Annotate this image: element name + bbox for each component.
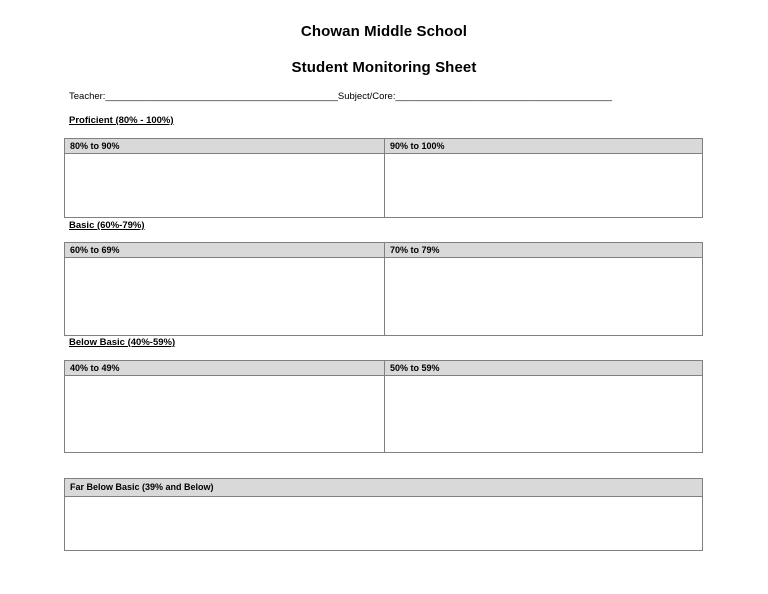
far-below-basic-header-row	[65, 479, 702, 497]
basic-left-header: 60% to 69%	[65, 243, 385, 257]
school-name: Chowan Middle School	[300, 23, 468, 40]
proficient-header-row	[65, 139, 702, 154]
proficient-left-cell[interactable]	[65, 154, 385, 218]
proficient-right-cell[interactable]	[385, 154, 702, 218]
below-basic-grid	[64, 360, 703, 453]
section-label-basic: Basic (60%-79%)	[69, 220, 145, 231]
proficient-grid	[64, 138, 703, 218]
teacher-subject-line: Teacher:____________________________________________Subject/Core:_________________________________________	[69, 91, 613, 102]
below-basic-right-cell[interactable]	[385, 376, 702, 453]
section-label-below-basic: Below Basic (40%-59%)	[69, 337, 176, 348]
far-below-basic-header: Far Below Basic (39% and Below)	[70, 482, 214, 492]
below-basic-left-cell[interactable]	[65, 376, 385, 453]
section-label-proficient: Proficient (80% - 100%)	[69, 115, 174, 126]
proficient-body-row	[65, 154, 702, 218]
far-below-basic-cell[interactable]	[65, 497, 702, 551]
proficient-right-header: 90% to 100%	[390, 141, 445, 151]
proficient-left-header: 80% to 90%	[65, 139, 385, 153]
basic-right-cell[interactable]	[385, 258, 702, 336]
basic-grid	[64, 242, 703, 336]
far-below-basic-grid	[64, 478, 703, 551]
basic-left-cell[interactable]	[65, 258, 385, 336]
sheet-title: Student Monitoring Sheet	[291, 59, 477, 76]
below-basic-body-row	[65, 376, 702, 453]
below-basic-right-header: 50% to 59%	[390, 363, 440, 373]
basic-body-row	[65, 258, 702, 336]
below-basic-header-row	[65, 361, 702, 376]
below-basic-left-header: 40% to 49%	[65, 361, 385, 375]
far-below-basic-body-row	[65, 497, 702, 551]
basic-header-row	[65, 243, 702, 258]
basic-right-header: 70% to 79%	[390, 245, 440, 255]
